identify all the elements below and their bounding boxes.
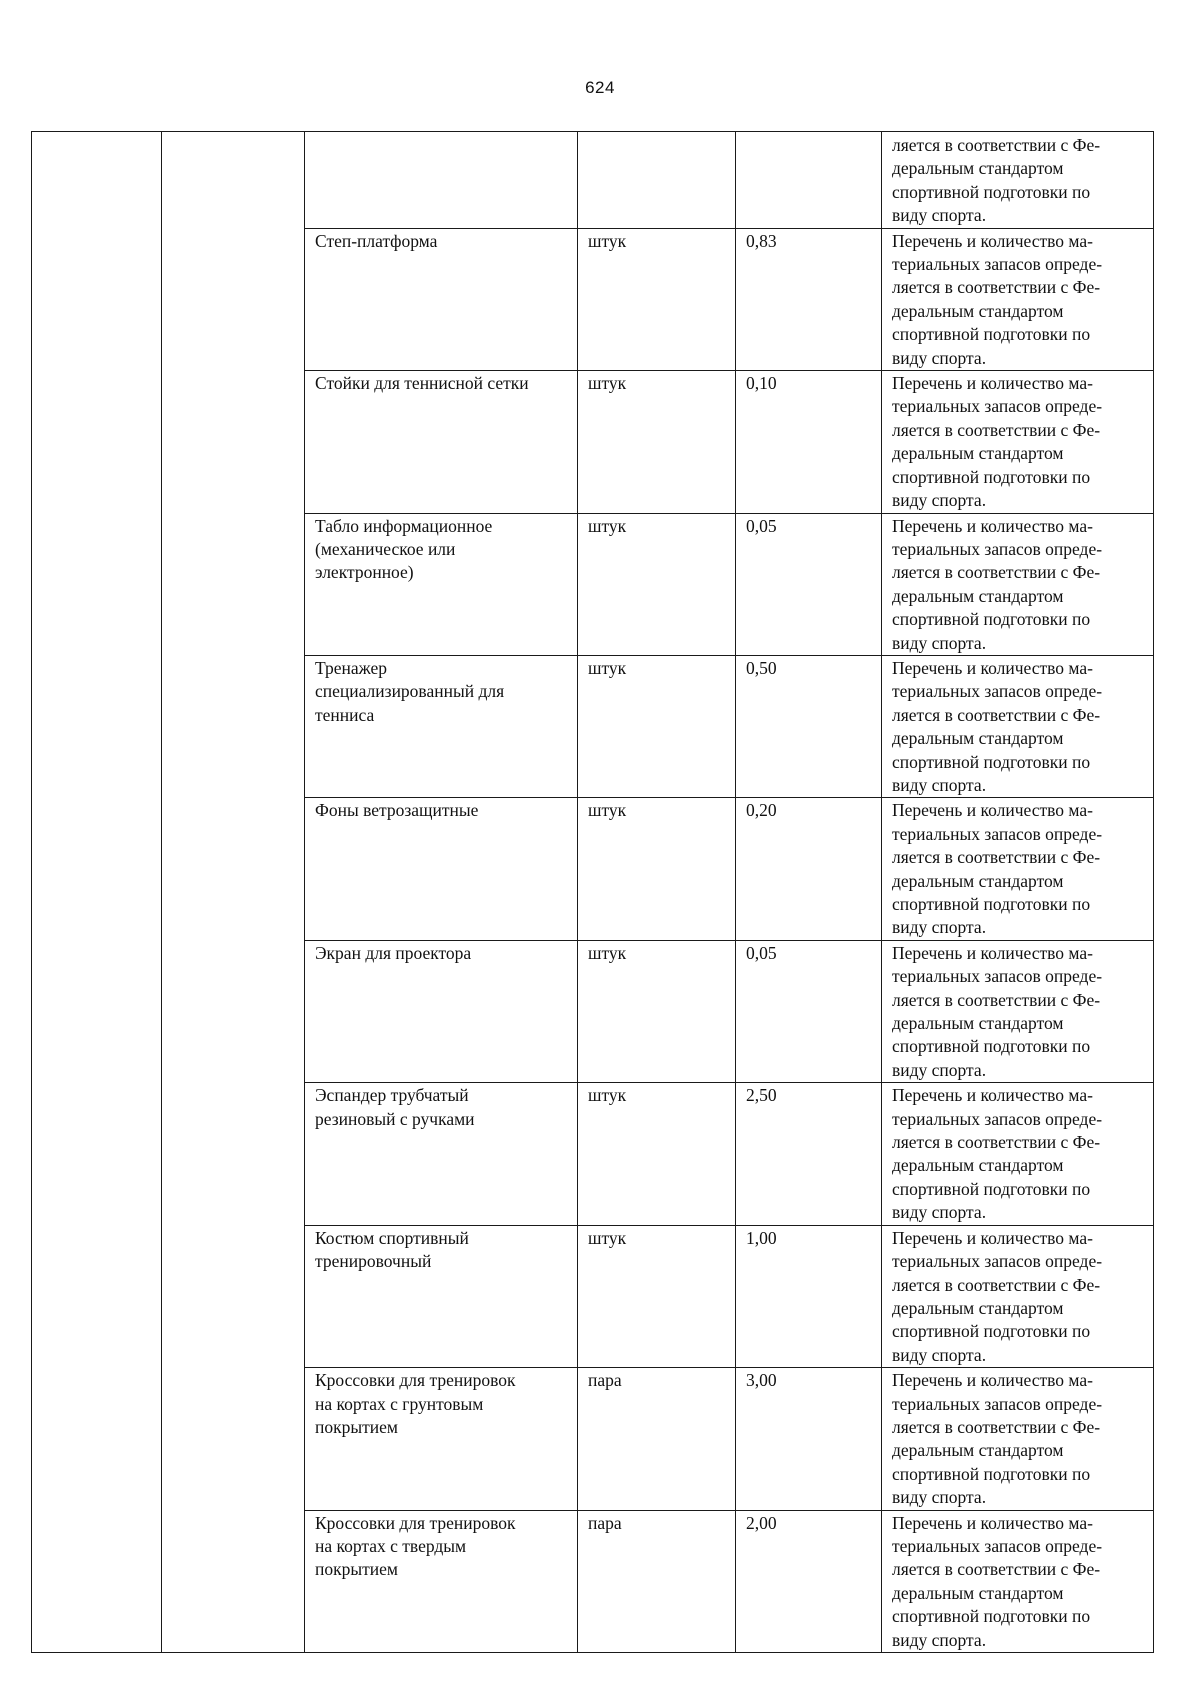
name-cell: Эспандер трубчатый резиновый с ручками — [305, 1083, 578, 1225]
note-cell: Перечень и количество ма- териальных запасов опреде- ляется в соответствии с Фе- деральным стандартом спортивной подготовки по виду спорта. — [882, 798, 1154, 940]
unit-cell: штук — [578, 655, 736, 797]
quantity-cell: 1,00 — [736, 1225, 882, 1367]
table-body — [32, 132, 1154, 1653]
unit-cell: штук — [578, 371, 736, 513]
name-cell: Тренажер специализированный для тенниса — [305, 655, 578, 797]
name-cell: Табло информационное (механическое или электронное) — [305, 513, 578, 655]
merged-empty-cell — [162, 132, 305, 1653]
quantity-cell: 3,00 — [736, 1368, 882, 1510]
unit-cell: штук — [578, 940, 736, 1082]
note-cell: Перечень и количество ма- териальных запасов опреде- ляется в соответствии с Фе- деральным стандартом спортивной подготовки по виду спорта. — [882, 1083, 1154, 1225]
equipment-table — [31, 131, 1154, 1653]
quantity-cell: 0,05 — [736, 513, 882, 655]
name-cell: Стойки для теннисной сетки — [305, 371, 578, 513]
name-cell: Кроссовки для тренировок на кортах с твердым покрытием — [305, 1510, 578, 1652]
table-row-continued — [32, 132, 1154, 229]
note-cell: Перечень и количество ма- териальных запасов опреде- ляется в соответствии с Фе- деральным стандартом спортивной подготовки по виду спорта. — [882, 940, 1154, 1082]
note-cell: Перечень и количество ма- териальных запасов опреде- ляется в соответствии с Фе- деральным стандартом спортивной подготовки по виду спорта. — [882, 371, 1154, 513]
quantity-cell — [736, 132, 882, 229]
unit-cell: штук — [578, 1083, 736, 1225]
note-cell: Перечень и количество ма- териальных запасов опреде- ляется в соответствии с Фе- деральным стандартом спортивной подготовки по виду спорта. — [882, 513, 1154, 655]
note-cell: Перечень и количество ма- териальных запасов опреде- ляется в соответствии с Фе- деральным стандартом спортивной подготовки по виду спорта. — [882, 655, 1154, 797]
note-cell: Перечень и количество ма- териальных запасов опреде- ляется в соответствии с Фе- деральным стандартом спортивной подготовки по виду спорта. — [882, 228, 1154, 370]
name-cell: Экран для проектора — [305, 940, 578, 1082]
note-cell: Перечень и количество ма- териальных запасов опреде- ляется в соответствии с Фе- деральным стандартом спортивной подготовки по виду спорта. — [882, 1225, 1154, 1367]
quantity-cell: 0,10 — [736, 371, 882, 513]
unit-cell: штук — [578, 1225, 736, 1367]
merged-empty-cell — [32, 132, 162, 1653]
unit-cell — [578, 132, 736, 229]
page-number: 624 — [585, 78, 615, 97]
quantity-cell: 0,20 — [736, 798, 882, 940]
unit-cell: штук — [578, 798, 736, 940]
name-cell: Фоны ветрозащитные — [305, 798, 578, 940]
name-cell — [305, 132, 578, 229]
note-cell: Перечень и количество ма- териальных запасов опреде- ляется в соответствии с Фе- деральным стандартом спортивной подготовки по виду спорта. — [882, 1510, 1154, 1652]
quantity-cell: 0,50 — [736, 655, 882, 797]
note-cell: Перечень и количество ма- териальных запасов опреде- ляется в соответствии с Фе- деральным стандартом спортивной подготовки по виду спорта. — [882, 1368, 1154, 1510]
name-cell: Костюм спортивный тренировочный — [305, 1225, 578, 1367]
quantity-cell: 2,50 — [736, 1083, 882, 1225]
note-cell-continued: ляется в соответствии с Фе- деральным стандартом спортивной подготовки по виду спорта. — [882, 132, 1154, 229]
quantity-cell: 2,00 — [736, 1510, 882, 1652]
unit-cell: штук — [578, 513, 736, 655]
unit-cell: штук — [578, 228, 736, 370]
name-cell: Степ-платформа — [305, 228, 578, 370]
name-cell: Кроссовки для тренировок на кортах с грунтовым покрытием — [305, 1368, 578, 1510]
quantity-cell: 0,83 — [736, 228, 882, 370]
unit-cell: пара — [578, 1510, 736, 1652]
quantity-cell: 0,05 — [736, 940, 882, 1082]
unit-cell: пара — [578, 1368, 736, 1510]
